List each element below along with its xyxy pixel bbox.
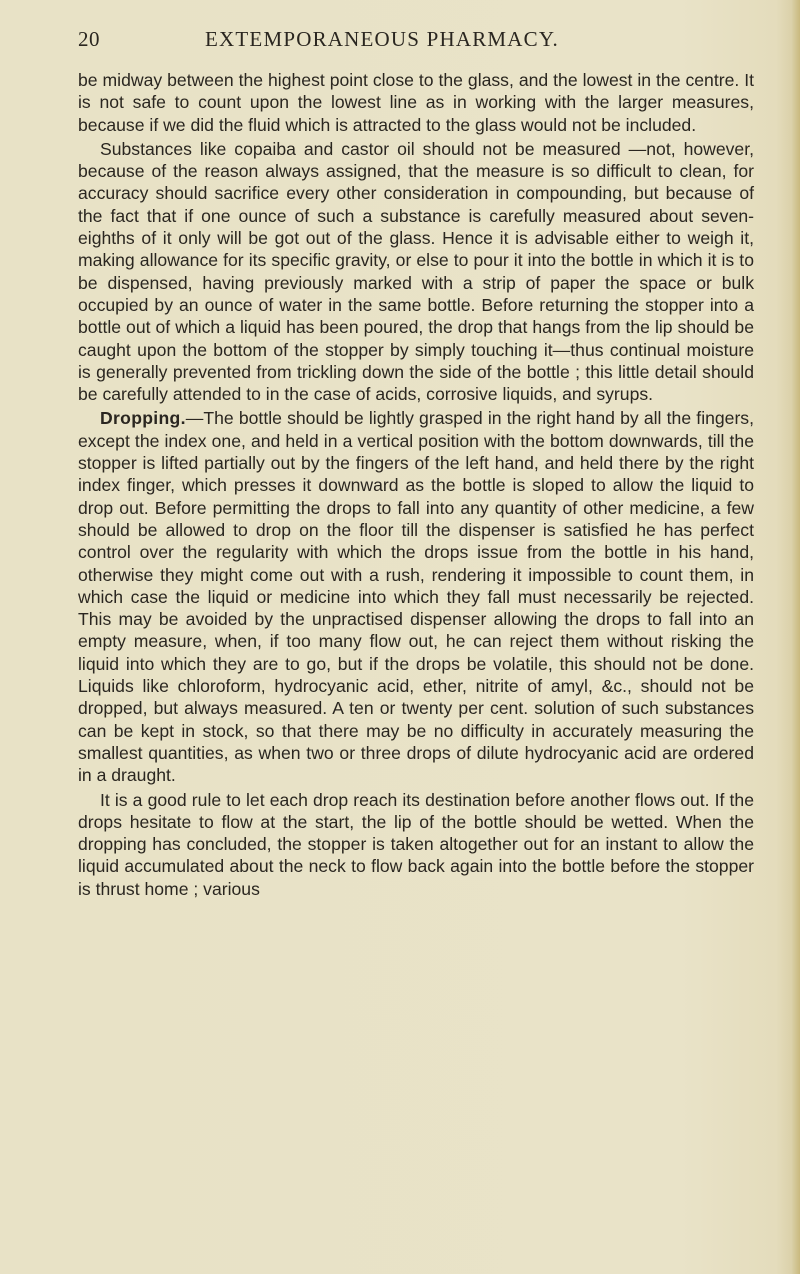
paragraph-continuation: be midway between the highest point close to the glass, and the lowest in the centre. It is not safe to count upon the lowest line as in working with the larger measures, because if we did the fluid which is attracted to the glass would not be included.	[78, 70, 754, 135]
paragraph-dropping	[78, 407, 754, 786]
paragraph-measuring-viscous: Substances like copaiba and castor oil should not be measured —not, however, because of the reason always assigned, that the measure is so difficult to clean, for accuracy should sacrifice every other consideration in compounding, but because of the fact that if one ounce of such a substance is carefully measured about seven-eighths of it only will be got out of the glass. Hence it is advisable either to weigh it, making allowance for its specific gravity, or else to pour it into the bottle in which it is to be dispensed, having previously marked with a strip of paper the space or bulk occupied by an ounce of water in the same bottle. Before returning the stopper into a bottle out of which a liquid has been poured, the drop that hangs from the lip should be caught upon the bottom of the stopper by simply touching it—thus continual moisture is generally prevented from trickling down the side of the bottle ; this little detail should be carefully attended to in the case of acids, corrosive liquids, and syrups.	[78, 138, 754, 405]
page-header	[78, 27, 758, 57]
paragraph-dropping-text: —The bottle should be lightly grasped in the right hand by all the fingers, except the index one, and held in a vertical position with the bottom downwards, till the stopper is lifted partially out by the fingers of the left hand, and held there by the right index finger, which presses it downward as the bottle is sloped to allow the liquid to drop out. Before permitting the drops to fall into any quantity of other medicine, a few should be allowed to drop on the floor till the dispenser is satisfied he has perfect control over the regularity with which the drops issue from the bottle in his hand, otherwise they might come out with a rush, rendering it impossible to count them, in which case the liquid or medicine into which they fall must necessarily be rejected. This may be avoided by the unpractised dispenser allowing the drops to fall into an empty measure, when, if too many flow out, he can reject them without risking the liquid into which they are to go, but if the drops be volatile, this should not be done. Liquids like chloroform, hydrocyanic acid, ether, nitrite of amyl, &c., should not be dropped, but always measured. A ten or twenty per cent. solution of such substances can be kept in stock, so that there may be no difficulty in accurately measuring the smallest quantities, as when two or three drops of dilute hydrocyanic acid are ordered in a draught.	[78, 408, 754, 786]
paragraph-drop-rule: It is a good rule to let each drop reach its destination before another flows out. If the drops hesitate to flow at the start, the lip of the bottle should be wetted. When the dropping has concluded, the stopper is taken altogether out for an instant to allow the liquid accumulated about the neck to flow back again into the bottle before the stopper is thrust home ; various	[78, 789, 754, 899]
running-title: EXTEMPORANEOUS PHARMACY.	[205, 27, 559, 51]
body-text	[78, 69, 754, 900]
page-edge-shadow	[792, 0, 800, 1274]
section-heading-dropping: Dropping.	[100, 408, 186, 429]
page-number: 20	[78, 27, 100, 51]
